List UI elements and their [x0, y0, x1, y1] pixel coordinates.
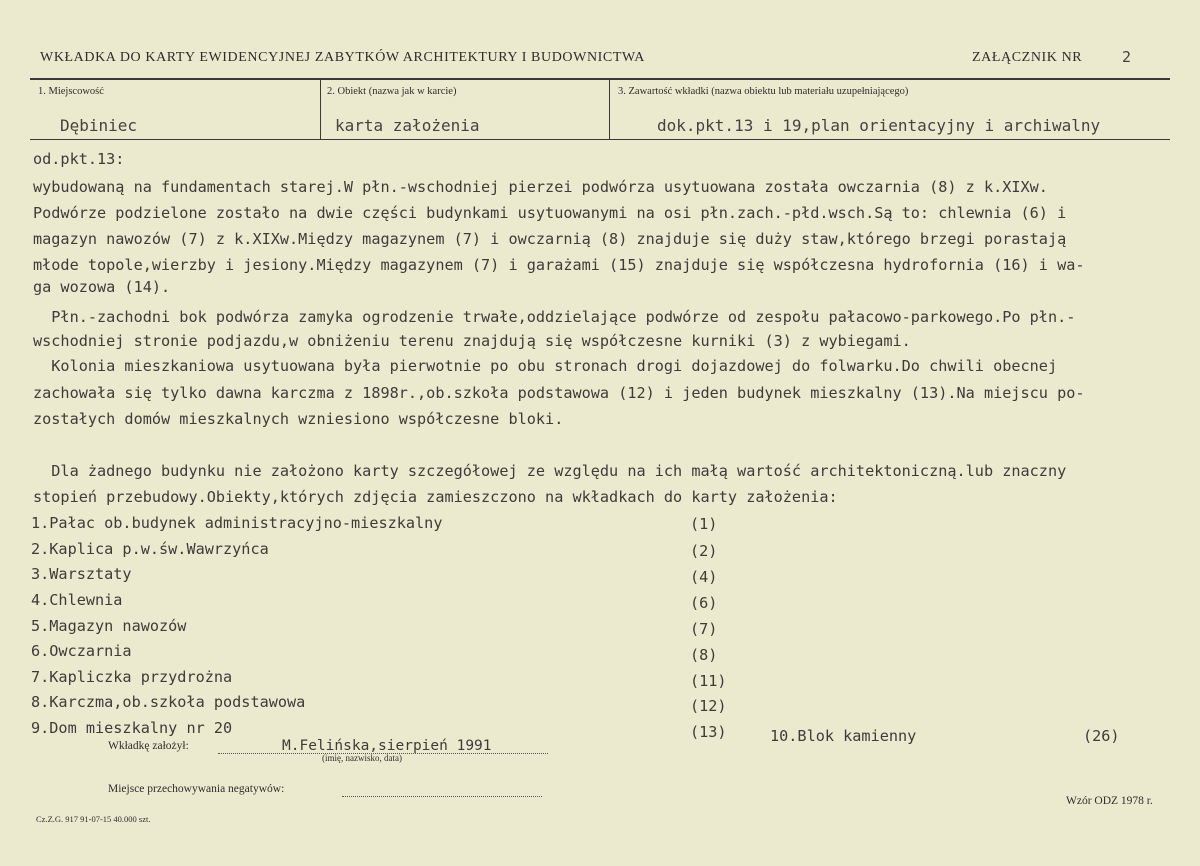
list-item-name: 4.Chlewnia [31, 591, 123, 609]
body-line: Podwórze podzielone zostało na dwie części budynkami usytuowanymi na osi płn.zach.-płd.wsch.Są to: chlewnia (6) i [33, 204, 1067, 222]
field-label-location: 1. Miejscowość [38, 86, 104, 97]
fields-rule [30, 139, 1170, 140]
list-item-ref: (6) [690, 594, 718, 612]
header-rule [30, 78, 1170, 80]
body-line: wybudowaną na fundamentach starej.W płn.-wschodniej pierzei podwórza usytuowana została owczarnia (8) z k.XIXw. [33, 178, 1048, 196]
created-by-hint: (imię, nazwisko, data) [322, 753, 402, 763]
list-item-ref: (4) [690, 568, 718, 586]
list-item-name: 10.Blok kamienny [770, 727, 917, 745]
print-info: Cz.Z.G. 917 91-07-15 40.000 szt. [36, 814, 151, 824]
body-line: zachowała się tylko dawna karczma z 1898r.,ob.szkoła podstawowa (12) i jeden budynek mieszkalny (13).Na miejscu po- [33, 384, 1085, 402]
list-item-ref: (7) [690, 620, 718, 638]
model-label: Wzór ODZ 1978 r. [1066, 795, 1153, 807]
body-line: magazyn nawozów (7) z k.XIXw.Między magazynem (7) i owczarnią (8) znajduje się duży staw,którego brzegi porastają [33, 230, 1067, 248]
body-line: wschodniej stronie podjazdu,w obniżeniu terenu znajdują się współczesne kurniki (3) z wybiegami. [33, 332, 911, 350]
field-value-location: Dębiniec [60, 116, 138, 135]
annex-label: ZAŁĄCZNIK NR [972, 50, 1083, 65]
field-label-contents: 3. Zawartość wkładki (nazwa obiektu lub materiału uzupełniającego) [618, 86, 909, 97]
list-item-ref: (11) [690, 672, 727, 690]
form-title: WKŁADKA DO KARTY EWIDENCYJNEJ ZABYTKÓW ARCHITEKTURY I BUDOWNICTWA [40, 50, 645, 65]
list-item-ref: (13) [690, 723, 727, 741]
body-line: młode topole,wierzby i jesiony.Między magazynem (7) i garażami (15) znajduje się współczesna hydrofornia (16) i wa- [33, 256, 1085, 274]
list-item-name: 5.Magazyn nawozów [31, 617, 187, 635]
list-item-name: 2.Kaplica p.w.św.Wawrzyńca [31, 540, 269, 558]
negatives-label: Miejsce przechowywania negatywów: [108, 783, 285, 795]
field-label-object: 2. Obiekt (nazwa jak w karcie) [327, 86, 457, 97]
body-line: Płn.-zachodni bok podwórza zamyka ogrodzenie trwałe,oddzielające podwórze od zespołu pałacowo-parkowego.Po płn.- [33, 308, 1076, 326]
body-line: zostałych domów mieszkalnych wzniesiono współczesne bloki. [33, 410, 564, 428]
body-line: Dla żadnego budynku nie założono karty szczegółowej ze względu na ich małą wartość architektoniczną.lub znaczny [33, 462, 1067, 480]
list-item-ref: (1) [690, 515, 718, 533]
list-item-name: 9.Dom mieszkalny nr 20 [31, 719, 233, 737]
field-value-contents: dok.pkt.13 i 19,plan orientacyjny i archiwalny [657, 116, 1101, 135]
list-item-name: 3.Warsztaty [31, 565, 132, 583]
body-line: od.pkt.13: [33, 150, 125, 168]
list-item-ref: (2) [690, 542, 718, 560]
field-divider [320, 79, 321, 139]
annex-number: 2 [1122, 48, 1132, 66]
list-item-ref: (12) [690, 697, 727, 715]
list-item-ref: (26) [1083, 727, 1120, 745]
field-divider [609, 79, 610, 139]
list-item-name: 8.Karczma,ob.szkoła podstawowa [31, 693, 306, 711]
body-line: stopień przebudowy.Obiekty,których zdjęcia zamieszczono na wkładkach do karty założenia: [33, 488, 838, 506]
list-item-ref: (8) [690, 646, 718, 664]
field-value-object: karta założenia [335, 116, 480, 135]
list-item-name: 7.Kapliczka przydrożna [31, 668, 233, 686]
body-line: ga wozowa (14). [33, 278, 171, 296]
list-item-name: 1.Pałac ob.budynek administracyjno-mieszkalny [31, 514, 443, 532]
created-by-label: Wkładkę założył: [108, 740, 189, 752]
created-by-value: M.Felińska,sierpień 1991 [282, 738, 492, 754]
list-item-name: 6.Owczarnia [31, 642, 132, 660]
negatives-line [342, 795, 542, 797]
body-line: Kolonia mieszkaniowa usytuowana była pierwotnie po obu stronach drogi dojazdowej do folwarku.Do chwili obecnej [33, 357, 1058, 375]
